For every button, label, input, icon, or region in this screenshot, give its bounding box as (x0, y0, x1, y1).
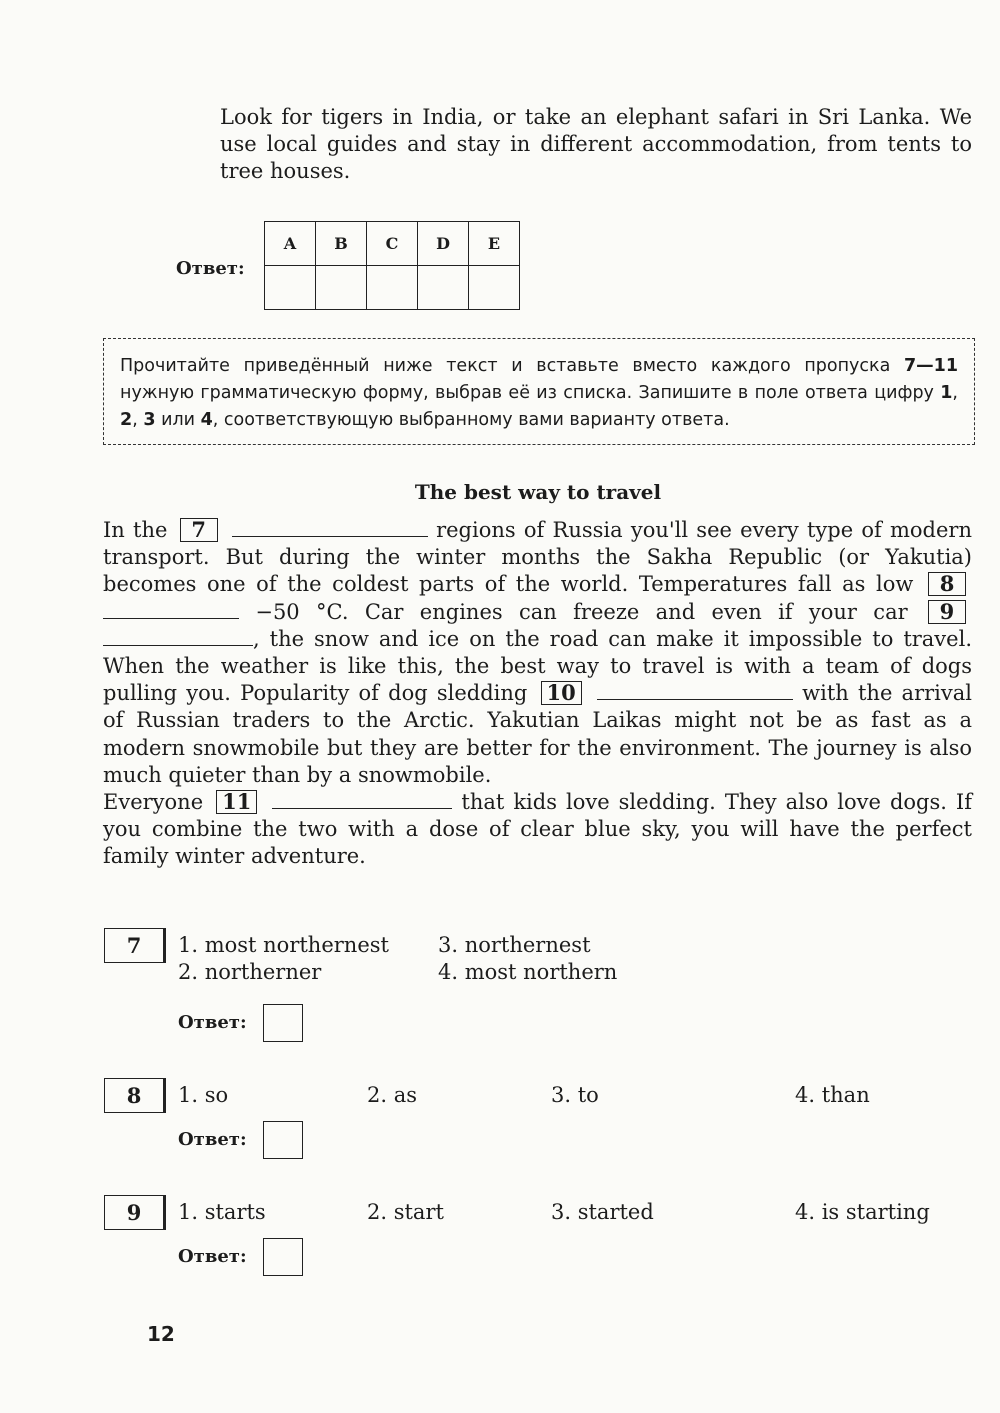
passage-text: In the (103, 518, 168, 542)
answer-box-q9[interactable] (263, 1238, 303, 1276)
letter-header-a: A (265, 222, 316, 266)
gap-blank-10[interactable] (597, 681, 793, 700)
gap-blank-7[interactable] (232, 518, 428, 537)
answer-box-q7[interactable] (263, 1004, 303, 1042)
passage-text: −50 °C. Car engines can freeze and even if your car (255, 599, 908, 624)
question-number-7: 7 (104, 928, 166, 963)
gap-number-7: 7 (180, 518, 218, 542)
answer-label-letters: Ответ: (176, 258, 245, 279)
question-number-8: 8 (104, 1078, 166, 1113)
instruction-sep: , (132, 410, 144, 430)
passage-text: with the arrival of Russian traders to the Arctic. Yakutian Laikas might not be as fast as a modern snowmobile but they are better for the environment. The journey is also much quieter than by a snowmobile. (103, 681, 972, 787)
passage-paragraph-2 (103, 789, 972, 871)
letter-answer-cell-a[interactable] (265, 266, 316, 310)
instruction-digit-2: 2 (120, 410, 133, 430)
gap-number-9: 9 (928, 600, 966, 624)
letter-answer-cell-c[interactable] (367, 266, 418, 310)
instruction-digit-1: 1 (940, 383, 953, 403)
gap-blank-11[interactable] (272, 790, 452, 809)
passage-text: regions of Russia you'll see every type of modern transport. But during the winter months the Sakha Republic (or Yakutia) becomes one of the coldest parts of the world. Temperatures fall as low (103, 518, 972, 597)
question-number-9: 9 (104, 1195, 166, 1230)
passage-text: Everyone (103, 790, 204, 815)
passage-title: The best way to travel (414, 480, 662, 504)
answer-label-q9: Ответ: (178, 1246, 247, 1267)
gap-number-11: 11 (216, 790, 257, 814)
letter-header-d: D (418, 222, 469, 266)
gap-number-10: 10 (541, 681, 582, 705)
letter-answer-cell-b[interactable] (316, 266, 367, 310)
gap-number-8: 8 (928, 572, 966, 596)
instruction-sep: , (952, 383, 958, 403)
letters-answer-table (264, 221, 520, 310)
instruction-digit-3: 3 (143, 410, 156, 430)
instruction-text-2: нужную грамматическую форму, выбрав её из списка. Запишите в поле ответа цифру (120, 383, 941, 403)
letter-answer-cell-d[interactable] (418, 266, 469, 310)
letter-answer-cell-e[interactable] (469, 266, 520, 310)
instruction-range: 7—11 (903, 356, 958, 376)
q7-option-2[interactable]: 2. northerner (178, 960, 322, 984)
q7-option-4[interactable]: 4. most northern (438, 960, 618, 984)
q9-option-3[interactable]: 3. started (551, 1200, 654, 1224)
instruction-box (103, 338, 975, 445)
answer-box-q8[interactable] (263, 1121, 303, 1159)
letter-header-c: C (367, 222, 418, 266)
q9-option-4[interactable]: 4. is starting (795, 1200, 930, 1224)
answer-label-q8: Ответ: (178, 1129, 247, 1150)
gap-blank-8[interactable] (103, 600, 239, 619)
q9-option-2[interactable]: 2. start (367, 1200, 444, 1224)
instruction-digit-4: 4 (200, 410, 213, 430)
passage-paragraph-1 (103, 517, 972, 789)
intro-paragraph: Look for tigers in India, or take an elephant safari in Sri Lanka. We use local guides and stay in different accommodation, from tents to tree houses. (220, 105, 972, 183)
passage-text: , the snow and ice on the road can make it impossible to travel. When the weather is like this, the best way to travel is with a team of dogs pulling you. Popularity of dog sledding (103, 626, 972, 706)
letter-header-e: E (469, 222, 520, 266)
gap-blank-9[interactable] (103, 627, 253, 646)
instruction-sep: или (155, 410, 201, 430)
answer-label-q7: Ответ: (178, 1012, 247, 1033)
q7-option-3[interactable]: 3. northernest (438, 933, 591, 957)
q8-option-3[interactable]: 3. to (551, 1083, 599, 1107)
instruction-text-3: , соответствующую выбранному вами варианту ответа. (212, 410, 730, 430)
letter-header-b: B (316, 222, 367, 266)
instruction-text: Прочитайте приведённый ниже текст и вставьте вместо каждого пропуска (120, 356, 904, 376)
page-number: 12 (147, 1322, 175, 1346)
q9-option-1[interactable]: 1. starts (178, 1200, 266, 1224)
q8-option-2[interactable]: 2. as (367, 1083, 418, 1107)
passage-text: that kids love sledding. They also love dogs. If you combine the two with a dose of clear blue sky, you will have the perfect family winter adventure. (103, 790, 973, 869)
q8-option-1[interactable]: 1. so (178, 1083, 229, 1107)
q7-option-1[interactable]: 1. most northernest (178, 933, 389, 957)
passage (103, 517, 972, 871)
q8-option-4[interactable]: 4. than (795, 1083, 870, 1107)
